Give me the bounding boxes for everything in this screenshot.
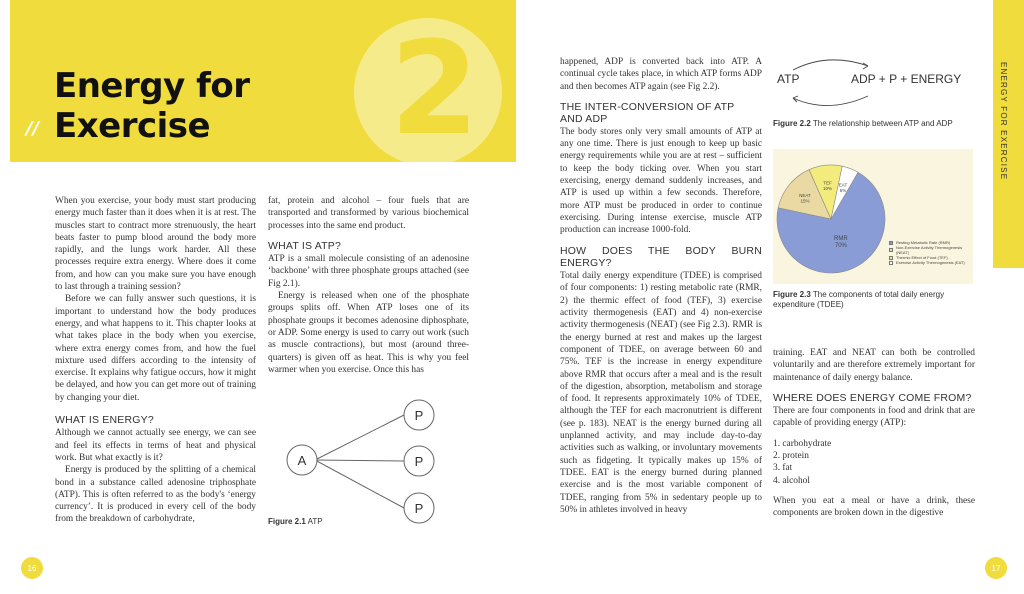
legend-swatch: [889, 248, 893, 252]
section-heading-line: AND ADP: [560, 112, 608, 125]
side-tab-label: ENERGY FOR EXERCISE: [999, 62, 1008, 181]
pie-value-label: 10%: [822, 186, 833, 192]
paragraph: Before we can fully answer such questions, it is important to understand how the body produces energy, and what happens to it. This chapter looks at what takes place in the body when you exercise, where extra energy comes from, and how the fuel mixture used differs according to the intensity of exercise. It explains why fatigue occurs, how it might be delayed, and how you can get more out of training by changing your diet.: [55, 294, 256, 403]
phosphate-label: P: [414, 408, 424, 423]
right-column-2: [773, 347, 975, 520]
section-heading: WHAT IS ATP?: [268, 239, 341, 252]
list-item: 1. carbohydrate: [773, 438, 832, 449]
caption-label: Figure 2.3: [773, 290, 811, 299]
list-item: 2. protein: [773, 451, 809, 462]
legend-label: Thermic Effect of Food (TEF): [896, 255, 948, 260]
forward-arrow: [793, 60, 868, 70]
pie-label: RMR: [834, 236, 848, 243]
list-item: 3. fat: [773, 463, 793, 474]
section-heading: [560, 101, 762, 125]
paragraph: fat, protein and alcohol – four fuels that are transported and transformed by various biochemical processes into the same end product.: [268, 196, 469, 231]
caption-text: ATP: [307, 517, 323, 526]
pie-value-label: 5%: [839, 188, 847, 194]
energy-source-list: [773, 438, 975, 487]
legend-label: Non-Exercise Activity Thermogenesis (NEAT): [896, 245, 963, 255]
figure-2-1-caption: [268, 517, 323, 526]
section-heading: HOW DOES THE BODY BURN ENERGY?: [560, 244, 762, 269]
page-number-left: 16: [21, 557, 43, 579]
chapter-banner: [10, 0, 516, 162]
legend-swatch: [889, 256, 893, 260]
chapter-title-prefix: //: [26, 118, 40, 139]
chapter-title-line2: Exercise: [54, 106, 211, 146]
caption-text: The relationship between ATP and ADP: [812, 119, 953, 128]
paragraph: training. EAT and NEAT can both be controlled voluntarily and are therefore extremely important for maintenance of daily energy balance.: [773, 348, 975, 383]
figure-2-2-diagram: [773, 58, 973, 118]
paragraph: When you exercise, your body must start producing energy much faster than it does when it is at rest. The muscles start to contract more strenuously, the heart beats faster to pump blood around the body more rapidly, and the lungs work harder. All these processes require extra energy. Where does it come from, and how can you make sure you have enough to last through a training session?: [55, 196, 256, 293]
paragraph: Although we cannot actually see energy, we can see and feel its effects in terms of heat and physical work. But what exactly is it?: [55, 428, 256, 463]
section-heading: WHERE DOES ENERGY COME FROM?: [773, 391, 972, 404]
left-column-2: [268, 195, 469, 376]
paragraph: Energy is released when one of the phosphate groups splits off. When ATP loses one of its phosphate groups it becomes adenosine diphosphate, or ADP. Some energy is used to carry out work (such as muscle contractions), but most (around three-quarters) is given off as heat. This is why you feel warmer when you exercise. Once this has: [268, 291, 469, 375]
pie-label: TEF: [823, 180, 832, 186]
left-column-1: [55, 195, 256, 526]
bond-line: [315, 415, 404, 460]
side-tab: [993, 0, 1024, 268]
adenosine-label: A: [297, 453, 307, 468]
section-heading-line: THE INTER-CONVERSION OF ATP: [560, 100, 735, 113]
list-item: 4. alcohol: [773, 475, 810, 486]
chapter-number: 2: [390, 15, 480, 162]
figure-2-3-caption: [773, 290, 973, 310]
figure-2-1-diagram: [268, 392, 468, 527]
figure-2-2-caption: [773, 119, 953, 128]
chapter-title-line1: Energy for: [54, 66, 250, 106]
paragraph: happened, ADP is converted back into ATP. A continual cycle takes place, in which ATP forms ADP and then becomes ATP again (see Fig 2.2).: [560, 57, 762, 92]
legend-item: [889, 260, 971, 265]
figure-2-3-panel: [773, 149, 973, 284]
legend-item: [889, 245, 971, 255]
paragraph: The body stores only very small amounts of ATP at any one time. There is just enough to keep up basic energy requirements while you are at rest – sufficient to keep the body ticking over. When you start exercising, energy demand suddenly increases, and ATP is used up within a few seconds. Therefore, more ATP must be produced in order to continue exercising. During intense exercise, muscle ATP production can increase 1000-fold.: [560, 126, 762, 236]
caption-text: The components of total daily energy expenditure (TDEE): [773, 290, 945, 309]
reverse-arrow: [793, 96, 868, 106]
caption-label: Figure 2.1: [268, 517, 306, 526]
paragraph: When you eat a meal or have a drink, these components are broken down in the digestive: [773, 495, 975, 519]
phosphate-label: P: [414, 454, 424, 469]
legend-swatch: [889, 261, 893, 265]
phosphate-label: P: [414, 501, 424, 516]
pie-value-label: 70%: [834, 243, 847, 250]
caption-label: Figure 2.2: [773, 119, 811, 128]
paragraph: Total daily energy expenditure (TDEE) is comprised of four components: 1) resting metabolic rate (RMR, 2) the thermic effect of food (TEF), 3) exercise activity thermogenesis (EAT) and 4) non-exercise activity thermogenesis (NEAT) (see Fig 2.3). RMR is the energy burned at rest and makes up the largest component of TDEE, on average between 60 and 75%. TEF is the increase in energy expenditure above RMR that occurs after a meal and is the result of the digestion, absorption, metabolism and storage of food. It represents approximately 10% of TDEE, although the TEF for each macronutrient is different (see p. 183). NEAT is the energy burned during all unplanned activity, and may include day-to-day activities such as walking, or involuntary movements such as fidgeting. It typically makes up 15% of TDEE. EAT is the energy burned during planned exercise and is the most variable component of TDEE, ranging from 5% in sedentary people up to 50% in athletes involved in heavy: [560, 271, 762, 515]
pie-value-label: 15%: [800, 198, 810, 204]
paragraph: There are four components in food and drink that are capable of providing energy (ATP):: [773, 406, 975, 429]
bond-line: [315, 460, 404, 508]
pie-legend: [889, 240, 971, 265]
pie-label: NEAT: [799, 192, 811, 198]
legend-label: Exercise Activity Thermogenesis (EAT): [896, 260, 965, 265]
section-heading: WHAT IS ENERGY?: [55, 414, 154, 427]
right-column-1: [560, 56, 762, 516]
pie-label: EAT: [838, 182, 848, 188]
adp-label: ADP + P + ENERGY: [851, 72, 962, 86]
paragraph: ATP is a small molecule consisting of an adenosine ‘backbone’ with three phosphate groups attached (see Fig 2.1).: [268, 254, 469, 289]
arrowhead: [863, 63, 868, 69]
legend-swatch: [889, 241, 893, 245]
legend-label: Resting Metabolic Rate (RMR): [896, 240, 951, 245]
bond-line: [315, 460, 404, 461]
atp-label: ATP: [777, 72, 800, 86]
paragraph: Energy is produced by the splitting of a chemical bond in a substance called adenosine triphosphate (ATP). This is often referred to as the body's ‘energy currency’. It is produced in every cell of the body from the breakdown of carbohydrate,: [55, 465, 256, 525]
page-number-right: 17: [985, 557, 1007, 579]
